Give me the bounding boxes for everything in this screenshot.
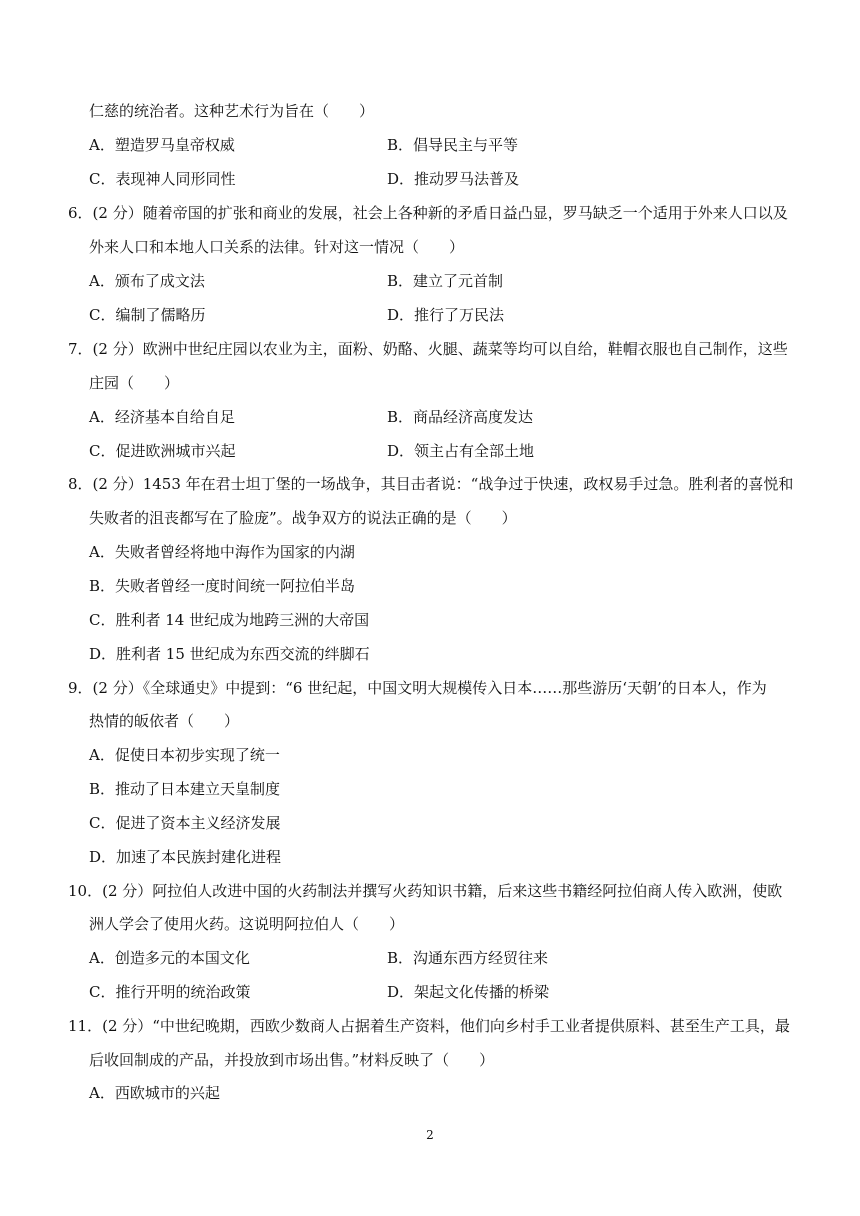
option-a[interactable]: A．西欧城市的兴起	[89, 1084, 220, 1102]
question-5-options-row-2	[89, 169, 789, 189]
option-d[interactable]: D．加速了本民族封建化进程	[89, 848, 282, 866]
option-c[interactable]: C．胜利者 14 世纪成为地跨三洲的大帝国	[89, 611, 370, 629]
question-5-options-row-1	[89, 135, 789, 155]
option-a[interactable]: A．塑造罗马皇帝权威	[89, 136, 235, 154]
option-a[interactable]: A．创造多元的本国文化	[89, 949, 250, 967]
question-8-stem-line-2: 失败者的沮丧都写在了脸庞”。战争双方的说法正确的是（ ）	[89, 509, 517, 527]
page-number: 2	[426, 1128, 434, 1142]
option-a[interactable]: A．颁布了成文法	[89, 272, 205, 290]
option-d[interactable]: D．推动罗马法普及	[387, 170, 520, 188]
option-d[interactable]: D．领主占有全部土地	[387, 442, 535, 460]
option-a[interactable]: A．经济基本自给自足	[89, 408, 235, 426]
option-c[interactable]: C．促进了资本主义经济发展	[89, 814, 281, 832]
option-a[interactable]: A．促使日本初步实现了统一	[89, 746, 280, 764]
question-9-stem-line-2: 热情的皈依者（ ）	[89, 712, 240, 730]
question-6-options-row-1	[89, 271, 789, 291]
question-7-stem-line-2: 庄园（ ）	[89, 374, 180, 392]
option-d[interactable]: D．架起文化传播的桥梁	[387, 983, 550, 1001]
question-7-options-row-2	[89, 441, 789, 461]
question-10-stem-line-1: 10．(2 分）阿拉伯人改进中国的火药制法并撰写火药知识书籍，后来这些书籍经阿拉伯商人传入欧洲，使欧	[68, 882, 783, 900]
question-5-stem-end: 仁慈的统治者。这种艺术行为旨在（ ）	[89, 102, 375, 120]
question-7-options-row-1	[89, 407, 789, 427]
option-b[interactable]: B．推动了日本建立天皇制度	[89, 780, 281, 798]
option-c[interactable]: C．促进欧洲城市兴起	[89, 442, 236, 460]
question-6-stem-line-1: 6．(2 分）随着帝国的扩张和商业的发展，社会上各种新的矛盾日益凸显，罗马缺乏一个适用于外来人口以及	[68, 204, 788, 222]
question-10-options-row-1	[89, 948, 789, 968]
question-8-stem-line-1: 8．(2 分）1453 年在君士坦丁堡的一场战争，其目击者说：“战争过于快速，政权易手过急。胜利者的喜悦和	[68, 475, 794, 493]
option-c[interactable]: C．编制了儒略历	[89, 306, 206, 324]
option-b[interactable]: B．失败者曾经一度时间统一阿拉伯半岛	[89, 577, 356, 595]
question-6-options-row-2	[89, 305, 789, 325]
question-6-stem-line-2: 外来人口和本地人口关系的法律。针对这一情况（ ）	[89, 238, 465, 256]
option-d[interactable]: D．推行了万民法	[387, 306, 505, 324]
question-11-stem-line-2: 后收回制成的产品，并投放到市场出售。”材料反映了（ ）	[89, 1051, 495, 1069]
question-7-stem-line-1: 7．(2 分）欧洲中世纪庄园以农业为主，面粉、奶酪、火腿、蔬菜等均可以自给，鞋帽衣服也自己制作，这些	[68, 340, 788, 358]
option-c[interactable]: C．表现神人同形同性	[89, 170, 236, 188]
option-c[interactable]: C．推行开明的统治政策	[89, 983, 251, 1001]
option-d[interactable]: D．胜利者 15 世纪成为东西交流的绊脚石	[89, 645, 370, 663]
option-a[interactable]: A．失败者曾经将地中海作为国家的内湖	[89, 543, 355, 561]
question-9-stem-line-1: 9．(2 分）《全球通史》中提到：“6 世纪起，中国文明大规模传入日本……那些游历‘天朝’的日本人，作为	[68, 679, 767, 697]
option-b[interactable]: B．商品经济高度发达	[387, 408, 534, 426]
question-10-stem-line-2: 洲人学会了使用火药。这说明阿拉伯人（ ）	[89, 915, 405, 933]
question-10-options-row-2	[89, 982, 789, 1002]
option-b[interactable]: B．倡导民主与平等	[387, 136, 519, 154]
question-11-stem-line-1: 11．(2 分）“中世纪晚期，西欧少数商人占据着生产资料，他们向乡村手工业者提供原料、甚至生产工具，最	[68, 1017, 790, 1035]
option-b[interactable]: B．沟通东西方经贸往来	[387, 949, 549, 967]
option-b[interactable]: B．建立了元首制	[387, 272, 504, 290]
